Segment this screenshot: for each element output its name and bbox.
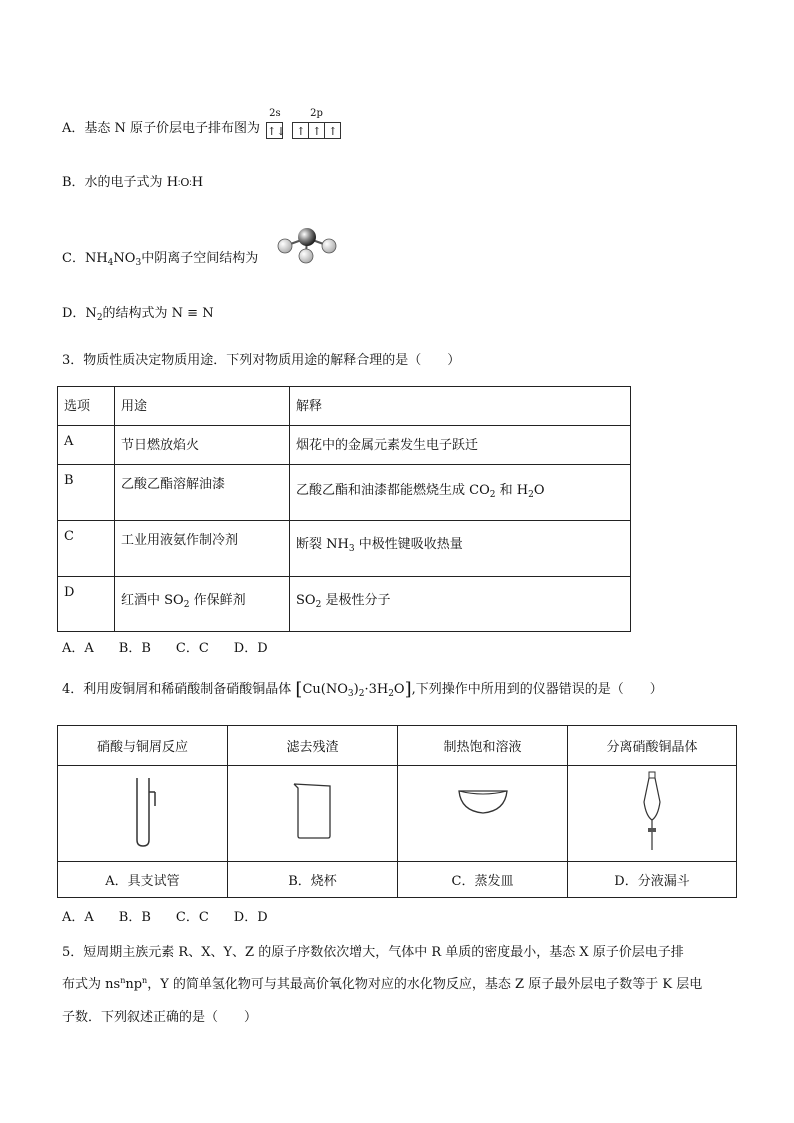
option-a (62, 108, 340, 140)
row-b-expl-3: O (533, 483, 545, 498)
branch-test-tube-cell (58, 766, 228, 862)
header-1: 硝酸与铜屑反应 (58, 726, 228, 766)
water-electron-formula: H∶O∶H (166, 175, 204, 190)
sub-2: 2 (96, 313, 103, 323)
header-4: 分离硝酸铜晶体 (568, 726, 737, 766)
question-4-stem: 4．利用废铜屑和稀硝酸制备硝酸铜晶体 $[Cu(NO_3)_2\cdot 3H_2O]$,下列操作中所用到的仪器错误的是（ ） (62, 679, 663, 700)
row-c-option: C (58, 521, 115, 577)
option-c-text-2: NO (113, 251, 136, 266)
answer-a: A．A (62, 910, 94, 925)
hydrogen-1: H (166, 175, 179, 190)
header-option: 选项 (58, 387, 115, 426)
row-d-expl-2: 是极性分子 (321, 593, 391, 608)
answer-d: D．D (233, 910, 268, 925)
q5-sup-1: n (120, 976, 126, 985)
question-5-line-1: 5．短周期主族元素 R、X、Y、Z 的原子序数依次增大，气体中 R 单质的密度最小，基态 X 原子价层电子排 (62, 945, 684, 960)
option-b-text: B．水的电子式为 (62, 175, 163, 190)
table-row (58, 862, 737, 898)
row-c-expl-2: 中极性键吸收热量 (354, 537, 463, 552)
row-c-expl-1: 断裂 NH (296, 537, 349, 552)
table-row (58, 426, 631, 465)
option-c (62, 250, 258, 268)
row-d-explanation (290, 577, 631, 632)
row-b-sub-1: 2 (489, 490, 496, 500)
option-c-text-3: 中阴离子空间结构为 (141, 251, 259, 266)
table-row (58, 766, 737, 862)
table-row (58, 521, 631, 577)
option-b (62, 174, 203, 193)
q5-line2-3: ，Y 的简单氢化物可与其最高价氧化物对应的水化物反应，基态 Z 原子最外层电子数等于 K 层电 (147, 977, 703, 992)
row-d-use-1: 红酒中 SO (121, 593, 184, 608)
row-b-sub-2: 2 (528, 490, 534, 500)
row-d-expl-1: SO (296, 593, 316, 608)
row-b-explanation (290, 465, 631, 521)
header-use: 用途 (115, 387, 290, 426)
option-d-text-1: D．N (62, 306, 97, 321)
orbital-diagram (266, 108, 340, 140)
row-d-option: D (58, 577, 115, 632)
branch-test-tube-icon (123, 772, 163, 852)
row-b-expl-2: 和 H (495, 483, 529, 498)
table-row (58, 465, 631, 521)
row-b-expl-1: 乙酸乙酯和油漆都能燃烧生成 CO (296, 483, 490, 498)
option-c-text-1: C．NH (62, 251, 108, 266)
row-d-use (115, 577, 290, 632)
beaker-cell (228, 766, 398, 862)
q4-stem-1: 4．利用废铜屑和稀硝酸制备硝酸铜晶体 (62, 682, 292, 697)
q5-line2-1: 布式为 ns (62, 977, 121, 992)
table-header-row (58, 387, 631, 426)
orbital-box-2p-3: ↑ (324, 122, 341, 139)
row-c-sub-1: 3 (348, 544, 355, 554)
orbital-label-2p: 2p (310, 108, 323, 119)
header-3: 制热饱和溶液 (398, 726, 568, 766)
table-header-row (58, 726, 737, 766)
header-2: 滤去残渣 (228, 726, 398, 766)
orbital-box-2p-2: ↑ (308, 122, 325, 139)
answer-a: A．A (62, 641, 94, 656)
row-b-option: B (58, 465, 115, 521)
q4-sub-3: 3 (347, 689, 354, 699)
row-a-option: A (58, 426, 115, 465)
q5-sup-2: n (142, 976, 148, 985)
q5-line2-2: np (125, 977, 143, 992)
answer-d: D．D (233, 641, 268, 656)
sub-3: 3 (135, 258, 142, 268)
q4-formula-1: Cu(NO (302, 682, 348, 697)
q4-formula-3: ·3H (364, 682, 389, 697)
q4-sub-2: 2 (358, 689, 365, 699)
header-explanation: 解释 (290, 387, 631, 426)
sub-4: 4 (107, 258, 114, 268)
question-3-answers (62, 637, 293, 656)
question-3-table (57, 386, 631, 632)
row-b-use: 乙酸乙酯溶解油漆 (115, 465, 290, 521)
row-d-use-2: 作保鲜剂 (189, 593, 246, 608)
separatory-funnel-icon (632, 770, 672, 854)
evaporating-dish-cell (398, 766, 568, 862)
orbital-label-2s: 2s (269, 108, 281, 119)
q4-stem-2: ,下列操作中所用到的仪器错误的是（ ） (411, 682, 663, 697)
question-4-answers (62, 906, 293, 925)
option-a-text: A．基态 N 原子价层电子排布图为 (62, 121, 261, 136)
table-row (58, 577, 631, 632)
q4-sub-2b: 2 (388, 689, 394, 699)
orbital-box-2p-1: ↑ (292, 122, 309, 139)
label-a: A．具支试管 (58, 862, 228, 898)
question-3-stem: 3．物质性质决定物质用途．下列对物质用途的解释合理的是（ ） (62, 353, 461, 368)
evaporating-dish-icon (453, 777, 513, 847)
row-c-use: 工业用液氨作制冷剂 (115, 521, 290, 577)
question-5-line-2 (62, 976, 702, 994)
row-d-expl-sub: 2 (315, 600, 322, 610)
q4-formula-4: O (393, 682, 405, 697)
oxygen: O (180, 176, 190, 189)
label-b: B．烧杯 (228, 862, 398, 898)
answer-c: C．C (175, 641, 209, 656)
separatory-funnel-cell (568, 766, 737, 862)
nitrate-structure-icon (276, 224, 338, 266)
label-c: C．蒸发皿 (398, 862, 568, 898)
option-d-text-2: 的结构式为 N ≡ N (102, 306, 214, 321)
option-d (62, 305, 214, 323)
question-4-table (57, 725, 737, 898)
answer-b: B．B (118, 910, 151, 925)
q4-formula-2: ) (353, 682, 359, 697)
answer-b: B．B (118, 641, 151, 656)
answer-c: C．C (175, 910, 209, 925)
row-d-use-sub: 2 (183, 600, 190, 610)
beaker-icon (288, 780, 338, 844)
row-a-use: 节日燃放焰火 (115, 426, 290, 465)
question-5-line-3: 子数．下列叙述正确的是（ ） (62, 1010, 258, 1025)
label-d: D．分液漏斗 (568, 862, 737, 898)
orbital-box-2s: ↑↓ (266, 122, 283, 139)
row-a-explanation: 烟花中的金属元素发生电子跃迁 (290, 426, 631, 465)
row-c-explanation (290, 521, 631, 577)
hydrogen-2: H (191, 175, 204, 190)
